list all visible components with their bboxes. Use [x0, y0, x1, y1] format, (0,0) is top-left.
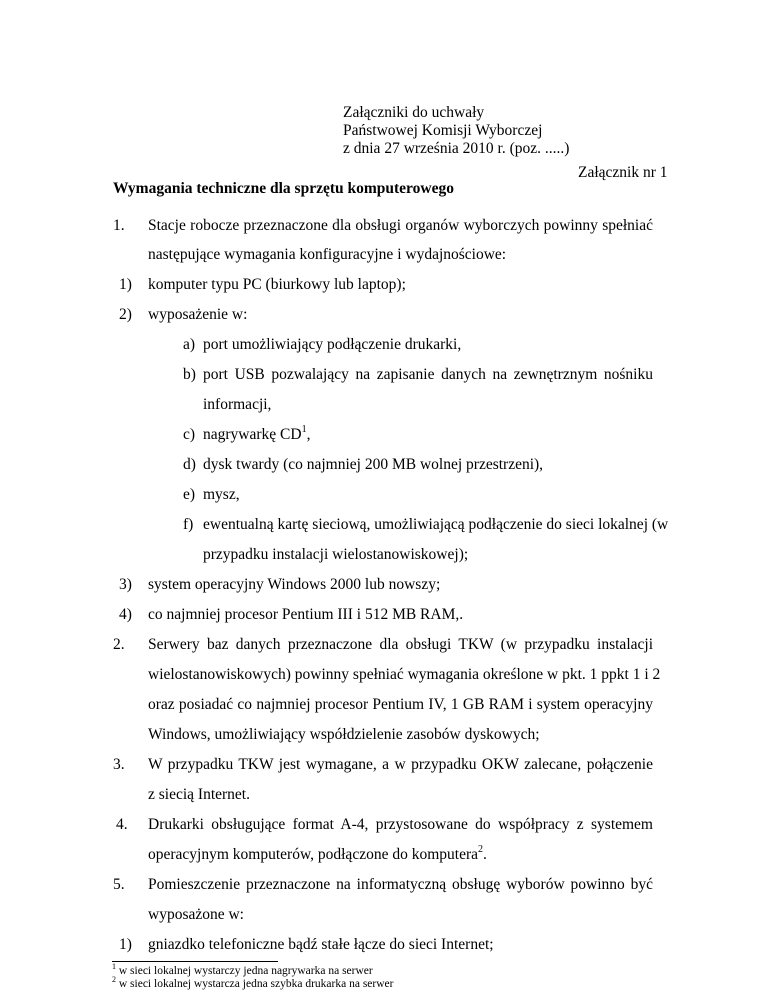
footnote-2-text: w sieci lokalnej wystarcza jedna szybka drukarka na serwer: [118, 978, 394, 990]
item-1-2-b-line-2: informacji,: [203, 396, 272, 413]
item-2-line-3: oraz posiadać co najmniej procesor Pentium IV, 1 GB RAM i system operacyjny: [148, 696, 653, 713]
footnote-1-number: 1: [112, 962, 116, 972]
item-1-2-f-line-2: przypadku instalacji wielostanowiskowej);: [203, 546, 469, 563]
item-1-2-b-line-1: port USB pozwalający na zapisanie danych na zewnętrznym nośniku: [203, 366, 653, 383]
item-1-1-text: komputer typu PC (biurkowy lub laptop);: [148, 276, 406, 293]
item-3-line-1: W przypadku TKW jest wymagane, a w przypadku OKW zalecane, połączenie: [148, 756, 653, 773]
item-1-2-text: wyposażenie w:: [148, 306, 248, 323]
item-1-3-number: 3): [119, 576, 132, 593]
item-1-2-c-tail: ,: [306, 426, 311, 443]
item-2-line-4: Windows, umożliwiający współdzielenie zasobów dyskowych;: [148, 726, 540, 743]
item-1-2-e-letter: e): [183, 486, 196, 503]
item-1-2-f-line-1: ewentualną kartę sieciową, umożliwiającą podłączenie do sieci lokalnej (w: [203, 516, 669, 533]
header-line-1: Załączniki do uchwały: [343, 104, 485, 121]
item-5-1-number: 1): [119, 936, 132, 953]
item-1-3-text: system operacyjny Windows 2000 lub nowszy;: [148, 576, 441, 593]
item-4-line-2-tail: .: [483, 846, 487, 863]
item-1-number: 1.: [113, 217, 125, 234]
item-3-number: 3.: [113, 756, 125, 773]
item-1-2-c-letter: c): [183, 426, 196, 443]
item-1-2-f-letter: f): [183, 516, 194, 533]
footnote-1: [112, 962, 373, 978]
footnote-1-text: w sieci lokalnej wystarczy jedna nagrywarka na serwer: [118, 965, 373, 977]
annex-number: Załącznik nr 1: [578, 164, 668, 181]
footnote-ref-1: 1: [301, 423, 307, 435]
footnote-separator: [112, 961, 278, 962]
item-1-2-e-text: mysz,: [203, 486, 240, 503]
item-2-line-2: wielostanowiskowych) powinny spełniać wymagania określone w pkt. 1 ppkt 1 i 2: [148, 666, 661, 683]
item-1-2-d-letter: d): [183, 456, 196, 473]
item-1-1-number: 1): [119, 276, 132, 293]
item-1-line-1: Stacje robocze przeznaczone dla obsługi organów wyborczych powinny spełniać: [148, 217, 653, 234]
header-line-3: z dnia 27 września 2010 r. (poz. .....): [343, 140, 570, 157]
footnote-2: [112, 975, 394, 991]
document-title: Wymagania techniczne dla sprzętu komputerowego: [113, 180, 454, 197]
item-1-4-number: 4): [119, 606, 132, 623]
footnote-ref-2: 2: [478, 843, 483, 855]
item-1-2-b-letter: b): [183, 366, 196, 383]
item-5-number: 5.: [113, 876, 125, 893]
item-5-line-1: Pomieszczenie przeznaczone na informatyczną obsługę wyborów powinno być: [148, 876, 653, 893]
item-1-2-c-body: nagrywarkę CD: [203, 426, 302, 443]
item-5-1-text: gniazdko telefoniczne bądź stałe łącze do sieci Internet;: [148, 936, 494, 953]
item-1-line-2: następujące wymagania konfiguracyjne i wydajnościowe:: [148, 246, 507, 263]
item-4-line-2-body: operacyjnym komputerów, podłączone do komputera: [148, 846, 478, 863]
item-2-line-1: Serwery baz danych przeznaczone dla obsługi TKW (w przypadku instalacji: [148, 636, 653, 653]
item-4-number: 4.: [116, 816, 128, 833]
item-4-line-1: Drukarki obsługujące format A-4, przystosowane do współpracy z systemem: [148, 816, 653, 833]
header-line-2: Państwowej Komisji Wyborczej: [343, 122, 543, 139]
item-4-line-2: [148, 843, 487, 864]
item-1-2-number: 2): [119, 306, 132, 323]
item-1-2-a-letter: a): [183, 336, 196, 353]
item-1-2-a-text: port umożliwiający podłączenie drukarki,: [203, 336, 462, 353]
item-3-line-2: z siecią Internet.: [148, 786, 250, 803]
item-2-number: 2.: [113, 636, 125, 653]
item-1-2-d-text: dysk twardy (co najmniej 200 MB wolnej przestrzeni),: [203, 456, 544, 473]
item-1-4-text: co najmniej procesor Pentium III i 512 MB RAM,.: [148, 606, 464, 623]
item-1-2-c-text: [203, 423, 311, 444]
item-5-line-2: wyposażone w:: [148, 906, 244, 923]
footnote-2-number: 2: [112, 975, 116, 985]
